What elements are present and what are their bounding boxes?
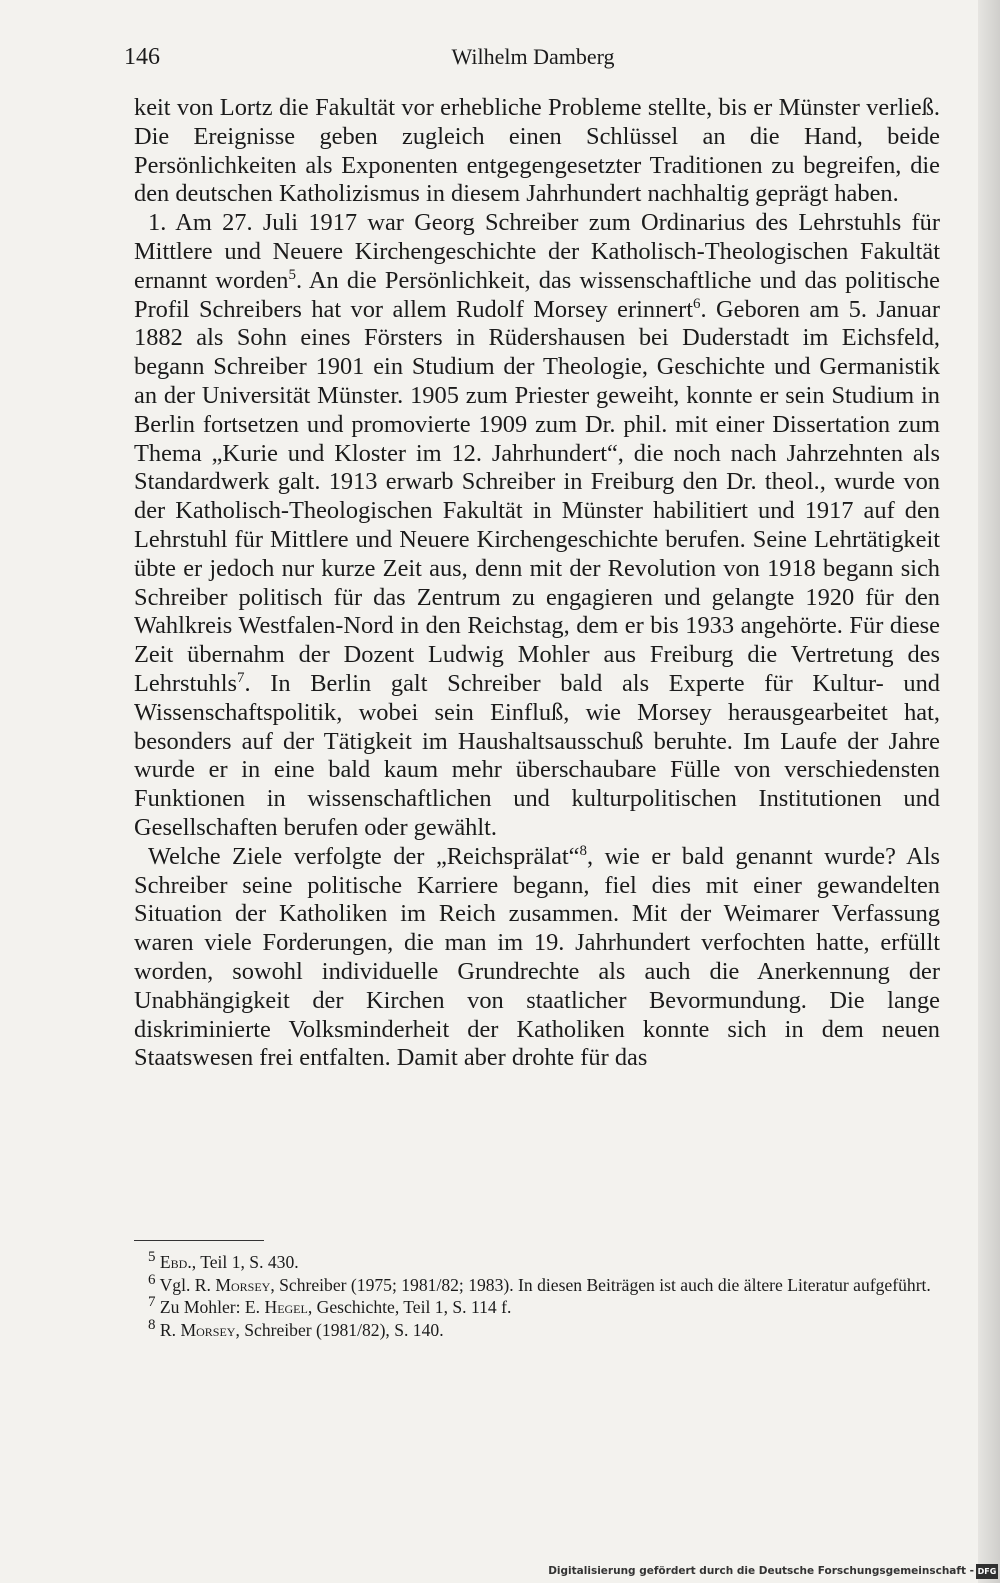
running-head: Wilhelm Damberg <box>451 44 615 69</box>
paragraph-2-part-c: . Geboren am 5. Januar 1882 als Sohn eines Försters in Rüdershausen bei Duderstadt im Eichsfeld, begann Schreiber 1901 ein Studium der Theologie, Geschichte und Germanistik an der Universität Münster. 1905 zum Priester geweiht, konnte er sein Studium in Berlin fortsetzen und promovierte 1909 zum Dr. phil. mit einer Dissertation zum Thema „Kurie und Kloster im 12. Jahrhundert“, die noch nach Jahrzehnten als Standardwerk galt. 1913 erwarb Schreiber in Freiburg den Dr. theol., wurde von der Katholisch-Theologischen Fakultät in Münster habilitiert und 1917 auf den Lehrstuhl für Mittlere und Neuere Kirchengeschichte berufen. Seine Lehrtätigkeit übte er jedoch nur kurze Zeit aus, denn mit der Revolution von 1918 begann sich Schreiber politisch für das Zentrum zu engagieren und gelangte 1920 für den Wahlkreis Westfalen-Nord in den Reichstag, dem er bis 1933 angehörte. Für diese Zeit übernahm der Dozent Ludwig Mohler aus Freiburg die Vertretung des Lehrstuhls <box>134 295 940 697</box>
paragraph-2-part-d: . In Berlin galt Schreiber bald als Experte für Kultur- und Wissenschaftspolitik, wobei sein Einfluß, wie Morsey herausgearbeitet hat, besonders auf der Tätigkeit im Haushaltsausschuß beruhte. Im Laufe der Jahre wurde er in eine bald kaum mehr überschaubare Fülle von verschiedensten Funktionen in wissenschaftlichen und kulturpolitischen Institutionen und Gesellschaften berufen oder gewählt. <box>134 669 940 841</box>
page-edge-shadow <box>978 0 1000 1583</box>
footnote-7 <box>134 1296 940 1319</box>
paragraph-3 <box>134 843 940 1073</box>
footnote-ref-8: 8 <box>579 842 587 859</box>
dfg-logo-icon: DFG <box>976 1564 998 1579</box>
page-header <box>124 44 942 78</box>
paragraph-2-part-b: . An die Persönlichkeit, das wissenschaftliche und das politische Profil Schreibers hat vor allem Rudolf Morsey erinnert <box>134 266 940 323</box>
page-number: 146 <box>124 44 160 70</box>
footnote-text: , Schreiber (1975; 1981/82; 1983). In diesen Beiträgen ist auch die ältere Literatur aufgeführt. <box>270 1274 931 1295</box>
footnote-number: 5 <box>148 1249 156 1266</box>
footnote-text: , Geschichte, Teil 1, S. 114 f. <box>307 1297 512 1317</box>
footnote-text: , Teil 1, S. 430. <box>191 1252 299 1272</box>
paragraph-2 <box>134 209 940 843</box>
footnote-author: Ebd. <box>159 1252 192 1272</box>
footnote-6 <box>134 1271 940 1297</box>
paragraph-3-part-a: Welche Ziele verfolgte der „Reichsprälat“ <box>148 842 580 870</box>
paragraph-3-part-b: , wie er bald genannt wurde? Als Schreiber seine politische Karriere begann, fiel dies mit einer gewandelten Situation der Katholiken im Reich zusammen. Mit der Weimarer Verfassung waren viele Forderungen, die man im 19. Jahrhundert verfochten hatte, erfüllt worden, sowohl individuelle Grundrechte als auch die Anerkennung der Unabhängigkeit der Kirchen von staatlicher Bevormundung. Die lange diskriminierte Volksminderheit der Katholiken konnte sich in dem neuen Staatswesen frei entfalten. Damit aber drohte für das <box>134 842 940 1072</box>
digitization-credit: Digitalisierung gefördert durch die Deutsche Forschungsgemeinschaft - <box>548 1565 974 1577</box>
footnote-ref-7: 7 <box>236 669 245 686</box>
footnote-number: 7 <box>148 1294 156 1311</box>
footnote-ref-5: 5 <box>288 266 296 283</box>
footnote-number: 8 <box>148 1316 156 1333</box>
footnote-ref-6: 6 <box>693 295 701 312</box>
body-text <box>134 94 940 1073</box>
footnote-prefix: Vgl. R. <box>159 1274 216 1295</box>
paragraph-2-part-a: 1. Am 27. Juli 1917 war Georg Schreiber zum Ordinarius des Lehrstuhls für Mittlere und Neuere Kirchengeschichte der Katholisch-Theologischen Fakultät ernannt worden <box>134 209 940 294</box>
footnote-number: 6 <box>148 1271 156 1288</box>
footnote-author: Morsey <box>215 1274 271 1295</box>
footnote-divider <box>134 1240 264 1241</box>
footnote-author: Hegel <box>264 1297 308 1317</box>
footnote-prefix: R. <box>159 1319 181 1340</box>
footnote-prefix: Zu Mohler: E. <box>159 1297 265 1317</box>
paragraph-1: keit von Lortz die Fakultät vor erhebliche Probleme stellte, bis er Münster verließ. Die Ereignisse geben zugleich einen Schlüssel an die Hand, beide Persönlichkeiten als Exponenten entgegengesetzter Traditionen zu begreifen, die den deutschen Katholizismus in diesem Jahrhundert nachhaltig geprägt haben. <box>134 94 940 208</box>
footnote-5 <box>134 1251 940 1274</box>
footnote-8 <box>134 1316 940 1342</box>
footnotes <box>134 1251 940 1341</box>
footnote-text: , Schreiber (1981/82), S. 140. <box>235 1319 444 1340</box>
footnote-author: Morsey <box>180 1319 236 1340</box>
